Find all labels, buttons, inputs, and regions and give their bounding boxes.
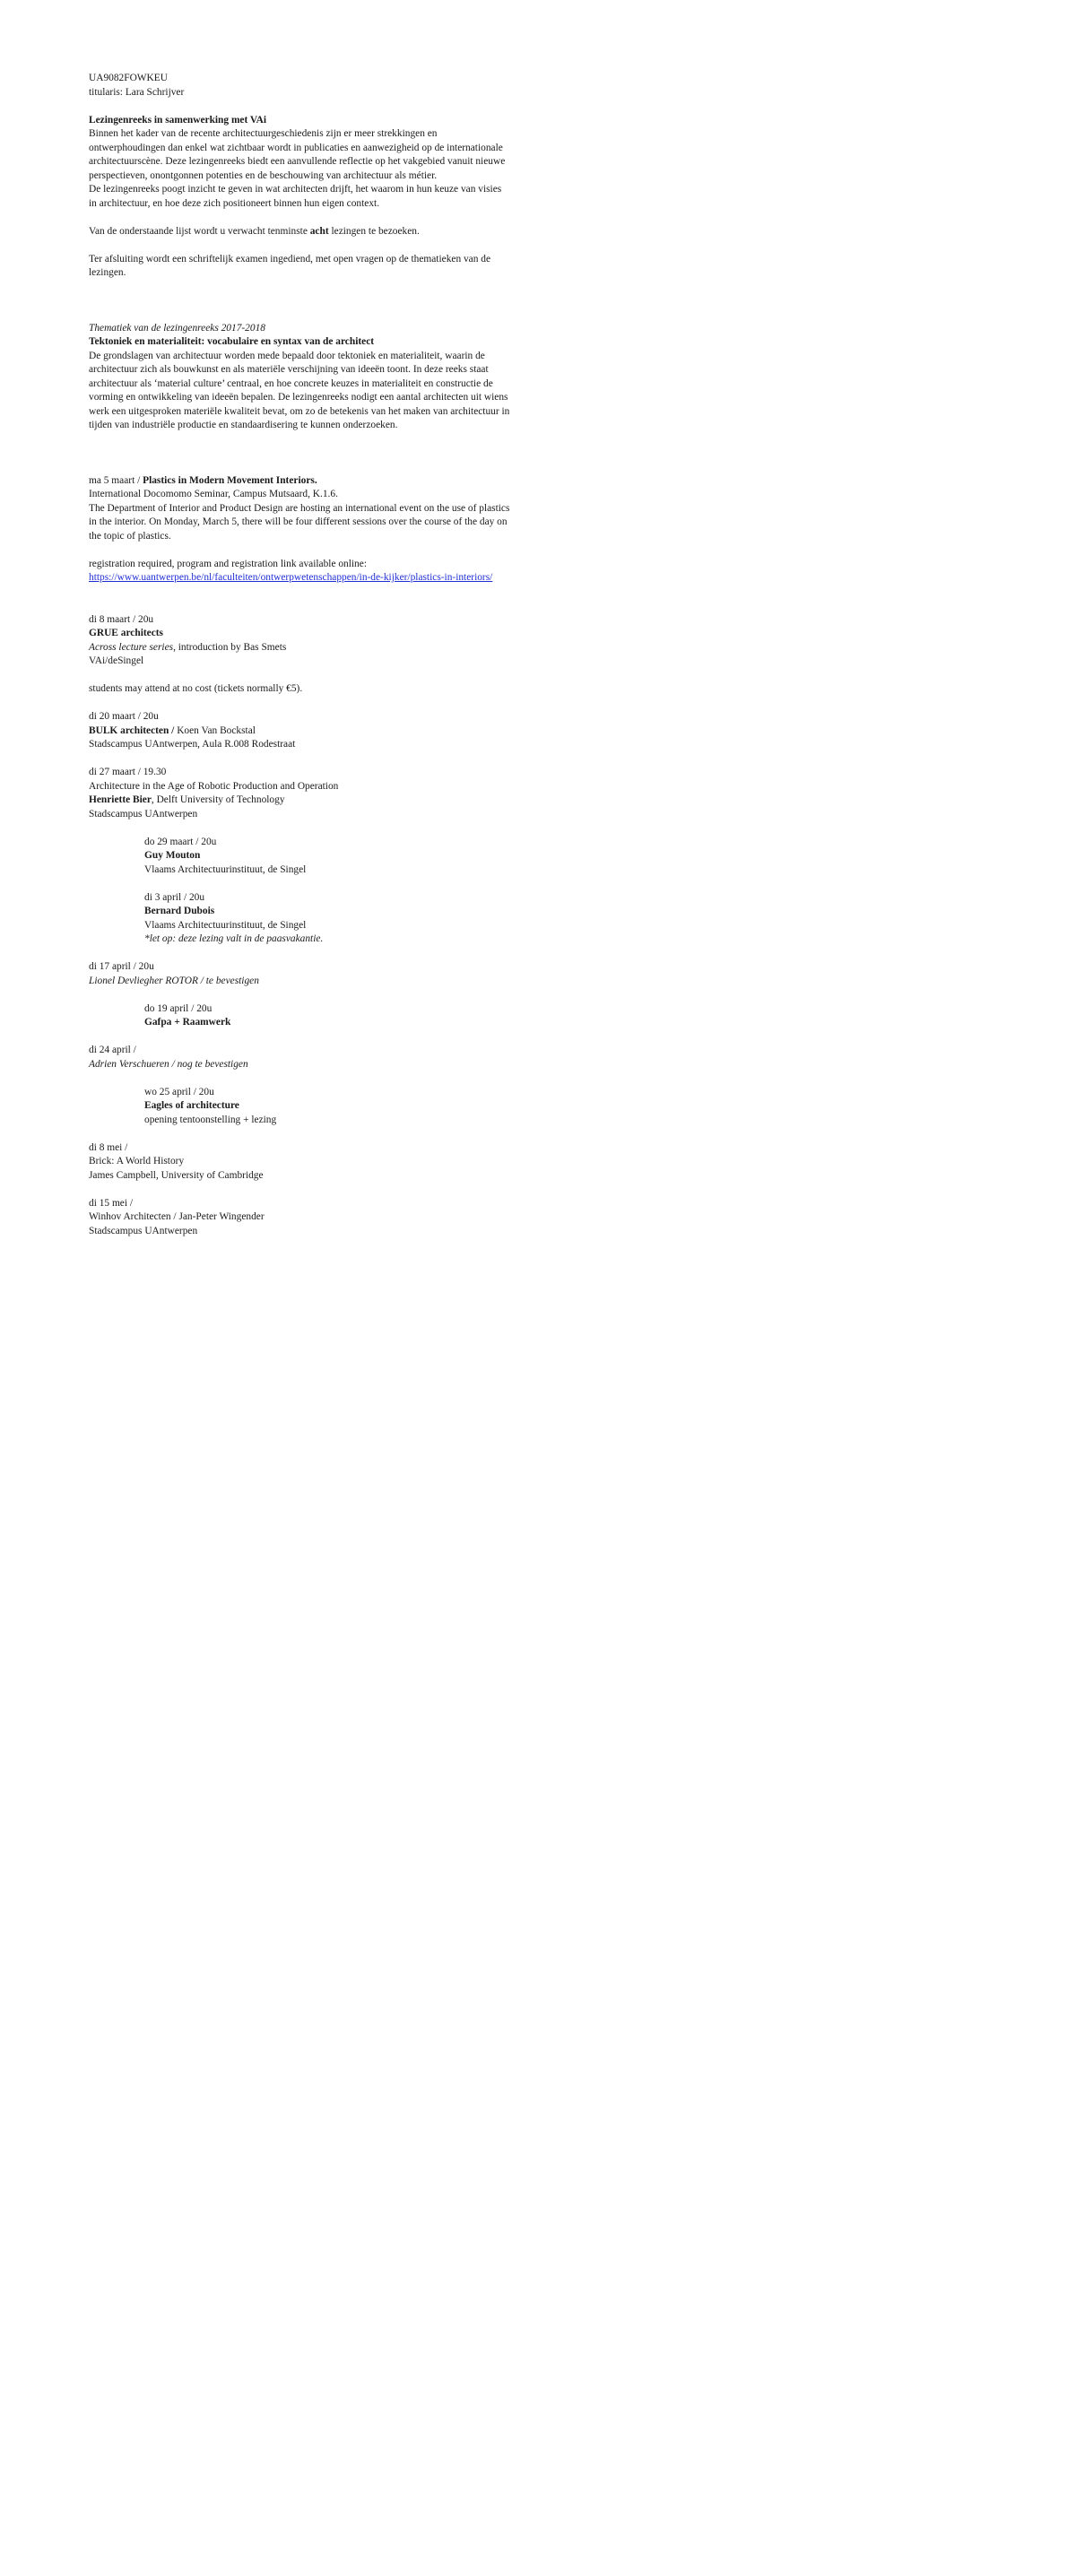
event-gafpa: [144, 1002, 510, 1030]
intro-paragraph-1: Binnen het kader van de recente architectuurgeschiedenis zijn er meer strekkingen en ontwerphoudingen dan enkel wat zichtbaar wordt in publicaties en aanwezigheid op de internationale architectuurscène. Deze lezingenreeks biedt een aanvullende reflectie op het vakgebied vanuit nieuwe perspectieven, onontgonnen potenties en de beschouwing van architectuur als métier.: [89, 128, 506, 181]
event-grue: [89, 613, 510, 697]
event-title: GRUE architects: [89, 628, 163, 638]
event-title: Adrien Verschueren / nog te bevestigen: [89, 1058, 248, 1070]
event-speaker: Henriette Bier: [89, 794, 152, 805]
event-topic: Brick: A World History: [89, 1156, 185, 1167]
event-title: Gafpa + Raamwerk: [144, 1017, 231, 1028]
theme-title: Tektoniek en materialiteit: vocabulaire en syntax van de architect: [89, 336, 375, 347]
event-place: Vlaams Architectuurinstituut, de Singel: [144, 863, 307, 875]
event-date: do 29 maart / 20u: [144, 836, 217, 847]
event-note: opening tentoonstelling + lezing: [144, 1114, 277, 1125]
event-heading: Henriette Bier, Delft University of Technology: [89, 794, 285, 805]
event-date: wo 25 april / 20u: [144, 1086, 214, 1097]
event-date: di 24 april /: [89, 1045, 136, 1055]
event-dubois: [144, 891, 510, 947]
event-verschueren: [89, 1044, 510, 1071]
event-mouton: [144, 836, 510, 878]
event-place: Stadscampus UAntwerpen: [89, 808, 198, 820]
event-venue: International Docomomo Seminar, Campus Mutsaard, K.1.6.: [89, 489, 338, 499]
exam-note: Ter afsluiting wordt een schriftelijk examen ingediend, met open vragen op de thematieken van de lezingen.: [89, 253, 491, 278]
event-place: VAi/deSingel: [89, 655, 144, 666]
event-bier: [89, 766, 510, 821]
event-campbell: [89, 1141, 510, 1184]
registration-link[interactable]: https://www.uantwerpen.be/nl/faculteiten/ontwerpwetenschappen/in-de-kijker/plastics-in-interiors/: [89, 572, 493, 583]
document-page: [89, 72, 510, 1238]
intro-heading: Lezingenreeks in samenwerking met VAi: [89, 114, 267, 126]
event-place: Vlaams Architectuurinstituut, de Singel: [144, 919, 307, 931]
event-series: Across lecture series, introduction by Bas Smets: [89, 641, 287, 653]
event-title: Guy Mouton: [144, 850, 201, 861]
event-heading: ma 5 maart / Plastics in Modern Movement Interiors.: [89, 474, 317, 486]
event-date: di 8 mei /: [89, 1141, 128, 1153]
event-date: di 17 april / 20u: [89, 961, 154, 972]
event-eagles: [144, 1086, 510, 1128]
theme-label: Thematiek van de lezingenreeks 2017-2018: [89, 322, 265, 334]
event-place: Stadscampus UAntwerpen: [89, 1225, 198, 1236]
event-date: ma 5 maart /: [89, 474, 143, 486]
theme-body: De grondslagen van architectuur worden mede bepaald door tektoniek en materialiteit, waarin de architectuur zich als bouwkunst en als materiële verschijning van ideeën toont. In deze reeks staat architectuur als ‘material culture’ centraal, en hoe concrete keuzes in materialiteit en constructie de vorming en ontwikkeling van ideeën bepalen. De lezingenreeks nodigt een aantal architecten uit wiens werk een uitgesproken materiële kwaliteit bevat, om zo de betekenis van het maken van architectuur in tijden van industriële productie en standaardisering te kunnen onderzoeken.: [89, 350, 510, 430]
event-date: di 3 april / 20u: [144, 891, 205, 903]
event-heading: [89, 724, 510, 739]
event-note: students may attend at no cost (tickets normally €5).: [89, 683, 303, 694]
event-title: Plastics in Modern Movement Interiors: [143, 474, 315, 486]
event-title: Eagles of architecture: [144, 1100, 239, 1111]
titular-line: titularis: Lara Schrijver: [89, 86, 185, 98]
attendance-count: acht: [309, 225, 329, 237]
event-place: Stadscampus UAntwerpen, Aula R.008 Rodestraat: [89, 739, 296, 750]
event-title: BULK architecten /: [89, 724, 175, 736]
event-date: di 8 maart / 20u: [89, 613, 154, 625]
event-plastics: [89, 474, 510, 585]
event-speaker: James Campbell, University of Cambridge: [89, 1169, 264, 1181]
event-description: The Department of Interior and Product Design are hosting an international event on the use of plastics in the interior. On Monday, March 5, there will be four different sessions over the course of the day on the topic of plastics.: [89, 502, 510, 542]
event-note: *let op: deze lezing valt in de paasvakantie.: [144, 933, 324, 944]
registration-note: registration required, program and registration link available online:: [89, 558, 367, 569]
attendance-requirement: Van de onderstaande lijst wordt u verwacht tenminste acht lezingen te bezoeken.: [89, 225, 420, 237]
event-title: Lionel Devliegher ROTOR / te bevestigen: [89, 975, 259, 986]
event-date: di 20 maart / 20u: [89, 711, 159, 722]
event-date: do 19 april / 20u: [144, 1002, 213, 1014]
event-winhov: [89, 1197, 510, 1239]
event-speaker: Koen Van Bockstal: [174, 724, 256, 736]
event-title: Winhov Architecten / Jan-Peter Wingender: [89, 1211, 265, 1222]
event-topic: Architecture in the Age of Robotic Production and Operation: [89, 780, 339, 792]
event-title: Bernard Dubois: [144, 906, 215, 916]
event-date: di 27 maart / 19.30: [89, 767, 167, 777]
event-date: di 15 mei /: [89, 1197, 134, 1209]
course-code: UA9082FOWKEU: [89, 73, 168, 83]
event-rotor: [89, 960, 510, 988]
intro-paragraph-2: De lezingenreeks poogt inzicht te geven in wat architecten drijft, het waarom in hun keuze van visies in architectuur, en hoe deze zich positioneert binnen hun eigen context.: [89, 184, 502, 209]
event-bulk: [89, 710, 510, 752]
